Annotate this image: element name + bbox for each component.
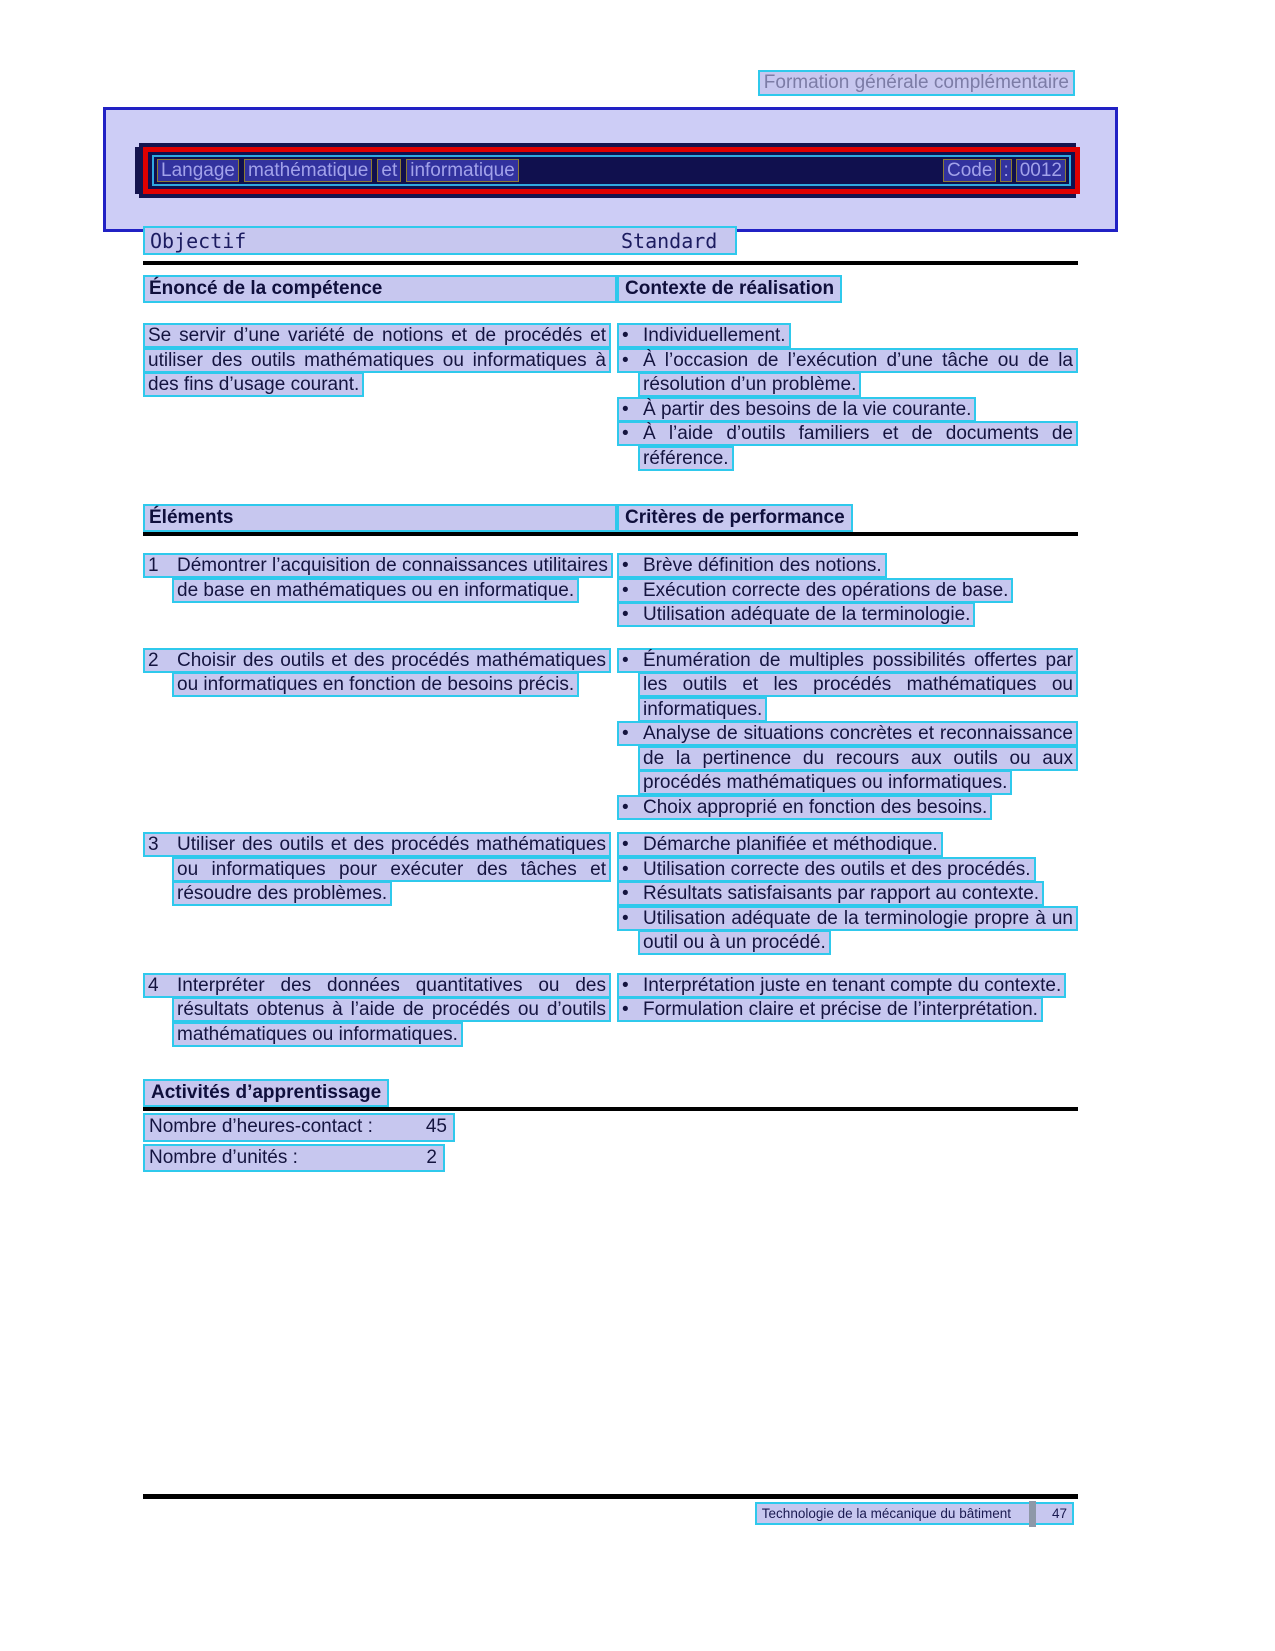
item-number: 3 [148, 834, 159, 855]
criteria-bullet: • Démarche planifiée et méthodique. [617, 833, 1078, 858]
element-row-4 [143, 974, 1078, 1048]
criteria-bullet: • Résultats satisfaisants par rapport au contexte. [617, 882, 1078, 907]
elements-header-row [143, 504, 1078, 532]
criteria-bullet: • Énumération de multiples possibilités offertes par les outils et les procédés mathématiques ou informatiques. [617, 649, 1078, 723]
code-label: Code [943, 159, 996, 182]
element-row-2 [143, 649, 1078, 821]
divider-rule [143, 532, 1078, 536]
elements-header: Éléments [143, 504, 617, 532]
title-line [152, 155, 1071, 186]
title-word: Langage [157, 159, 239, 182]
element-row-3 [143, 833, 1078, 956]
bullet-icon: • [622, 555, 629, 576]
units-label: Nombre d’unités : [149, 1146, 298, 1168]
criteres-header: Critères de performance [617, 504, 853, 532]
bullet-icon: • [622, 858, 629, 880]
title-word: informatique [406, 159, 519, 182]
objectif-standard-row [143, 226, 737, 255]
context-bullet: • Individuellement. [617, 324, 1078, 349]
criteria-bullet: • Utilisation adéquate de la terminologie propre à un outil ou à un procédé. [617, 907, 1078, 956]
activites-header: Activités d’apprentissage [143, 1079, 389, 1107]
criteria-bullet: • Choix approprié en fonction des besoins. [617, 796, 1078, 821]
criteria-bullet: • Utilisation adéquate de la terminologie. [617, 603, 1078, 628]
activites-details [143, 1113, 1078, 1172]
activites-heading-row [143, 1079, 1078, 1107]
item-number: 4 [148, 974, 159, 996]
bullet-icon: • [622, 974, 629, 996]
code-separator: : [1000, 159, 1011, 182]
hours-row [143, 1113, 455, 1142]
footer-content [755, 1502, 1074, 1525]
units-row [143, 1144, 445, 1173]
title-word: et [377, 159, 401, 182]
element-statement: 4 Interpréter des données quantitatives ou des résultats obtenus à l’aide de procédés ou d’outils mathématiques ou informatiques. [143, 974, 611, 1048]
bullet-icon: • [622, 796, 629, 818]
objectif-label: Objectif [150, 229, 247, 253]
contexte-header: Contexte de réalisation [617, 275, 842, 303]
running-header [0, 70, 1275, 96]
hours-value: 45 [425, 1116, 447, 1137]
standard-label: Standard [621, 229, 718, 253]
content [143, 275, 1078, 532]
title-word: mathématique [244, 159, 372, 182]
element-row-1 [143, 554, 1078, 628]
bullet-icon: • [622, 907, 629, 929]
bullet-icon: • [622, 883, 629, 904]
footer-rule [143, 1494, 1078, 1499]
element-statement: 2 Choisir des outils et des procédés mathématiques ou informatiques en fonction de besoins précis. [143, 649, 611, 698]
bullet-icon: • [622, 834, 629, 855]
divider-rule [143, 261, 1078, 265]
divider-rule [143, 1107, 1078, 1111]
element-statement: 1 Démontrer l’acquisition de connaissances utilitaires de base en mathématiques ou en informatique. [143, 554, 611, 603]
footer-divider-bar [1029, 1501, 1036, 1527]
bullet-icon: • [622, 999, 629, 1020]
title-bar [143, 147, 1080, 194]
course-title [157, 159, 524, 182]
competence-header-row [143, 275, 1078, 303]
page-footer [143, 1502, 1078, 1525]
title-box [103, 107, 1118, 253]
course-code [939, 159, 1066, 182]
context-bullet: • À l’aide d’outils familiers et de documents de référence. [617, 422, 1078, 471]
hours-label: Nombre d’heures-contact : [149, 1116, 373, 1137]
context-bullet: • À l’occasion de l’exécution d’une tâche ou de la résolution d’un problème. [617, 349, 1078, 398]
bullet-icon: • [622, 723, 629, 744]
enonce-header: Énoncé de la compétence [143, 275, 617, 303]
criteria-bullet: • Formulation claire et précise de l’interprétation. [617, 998, 1078, 1023]
criteria-bullet: • Analyse de situations concrètes et reconnaissance de la pertinence du recours aux outils ou aux procédés mathématiques ou informatiques. [617, 722, 1078, 796]
item-number: 1 [148, 555, 159, 576]
criteria-bullet: • Exécution correcte des opérations de base. [617, 579, 1078, 604]
running-header-text: Formation générale complémentaire [758, 70, 1075, 96]
bullet-icon: • [622, 604, 629, 625]
element-statement: 3 Utiliser des outils et des procédés mathématiques ou informatiques pour exécuter des tâches et résoudre des problèmes. [143, 833, 611, 907]
bullet-icon: • [622, 349, 629, 371]
bullet-icon: • [622, 325, 629, 346]
code-value: 0012 [1016, 159, 1066, 182]
competence-statement: Se servir d’une variété de notions et de procédés et utiliser des outils mathématiques ou informatiques à des fins d’usage courant. [143, 324, 611, 398]
context-bullet: • À partir des besoins de la vie courante. [617, 398, 1078, 423]
item-number: 2 [148, 649, 159, 671]
criteria-bullet: • Brève définition des notions. [617, 554, 1078, 579]
bullet-icon: • [622, 579, 629, 601]
bullet-icon: • [622, 423, 629, 444]
footer-page-number: 47 [1051, 1506, 1067, 1521]
footer-program: Technologie de la mécanique du bâtiment [761, 1506, 1011, 1521]
elements-list [143, 554, 1078, 1107]
bullet-icon: • [622, 649, 629, 671]
criteria-bullet: • Interprétation juste en tenant compte du contexte. [617, 974, 1078, 999]
criteria-bullet: • Utilisation correcte des outils et des procédés. [617, 858, 1078, 883]
bullet-icon: • [622, 398, 629, 420]
competence-row [143, 324, 1078, 471]
units-value: 2 [426, 1146, 437, 1168]
